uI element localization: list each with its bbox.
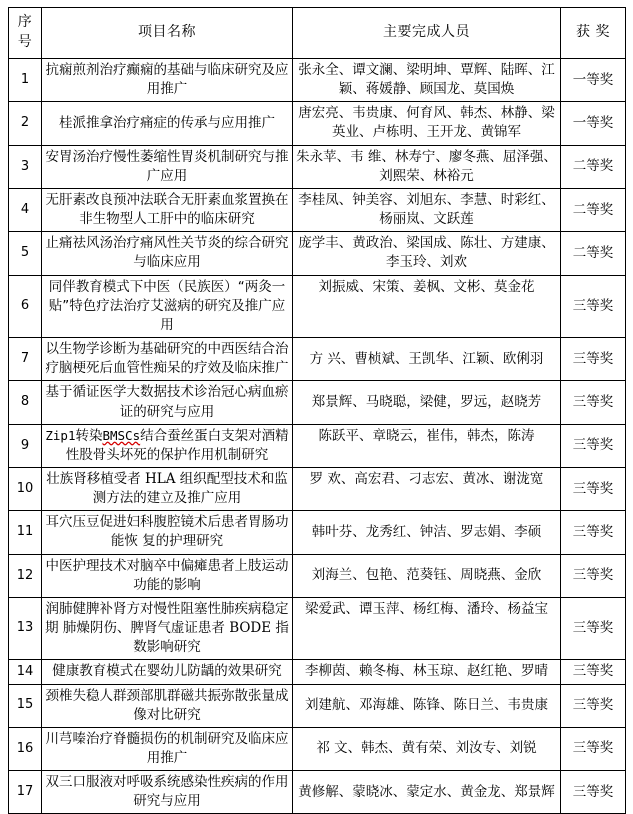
project-title-segment: 壮族肾移植受者 <box>46 470 145 487</box>
table-row <box>9 424 626 467</box>
project-title-cell: 同伴教育模式下中医（民族医）“两灸一贴”特色疗法治疗艾滋病的研究及推广应用 <box>42 275 293 337</box>
table-header-row <box>9 8 626 59</box>
table-row <box>9 467 626 510</box>
contributors-cell: 朱永苹、韦 维、林寿宁、廖冬燕、屈泽强、刘熙荣、林裕元 <box>293 145 561 188</box>
award-level-cell: 二等奖 <box>561 188 626 231</box>
project-title-segment: BODE <box>229 620 272 637</box>
table-row <box>9 381 626 424</box>
award-projects-table <box>8 7 626 814</box>
contributors-cell: 陈跃平、章晓云，崔伟，韩杰，陈涛 <box>293 424 561 467</box>
table-row <box>9 597 626 659</box>
project-title-cell: 桂派推拿治疗痛症的传承与应用推广 <box>42 102 293 145</box>
project-title-cell: 耳穴压豆促进妇科腹腔镜术后患者胃肠功能恢 复的护理研究 <box>42 511 293 554</box>
contributors-cell: 张永全、谭文澜、梁明坤、覃辉、陆晖、江颖、蒋媛静、顾国龙、莫国焕 <box>293 59 561 102</box>
project-title-cell: 颈椎失稳人群颈部肌群磁共振弥散张量成像对比研究 <box>42 684 293 727</box>
project-title-segment: BMSCs <box>102 427 141 443</box>
table-row <box>9 727 626 770</box>
project-title-segment: Zip1 <box>45 427 76 443</box>
award-level-cell: 三等奖 <box>561 275 626 337</box>
project-title-cell: 以生物学诊断为基础研究的中西医结合治疗脑梗死后血管性痴呆的疗效及临床推广 <box>42 338 293 381</box>
award-level-cell: 三等奖 <box>561 554 626 597</box>
award-level-cell: 三等奖 <box>561 467 626 510</box>
table-row <box>9 275 626 337</box>
column-header-index <box>9 8 42 59</box>
award-level-cell: 一等奖 <box>561 59 626 102</box>
award-level-cell: 二等奖 <box>561 145 626 188</box>
table-header <box>9 8 626 59</box>
row-index-cell: 10 <box>9 467 42 510</box>
column-header-people: 主要完成人员 <box>293 8 561 59</box>
project-title-segment: 组织配型技术和监测方法的建立及推广应用 <box>92 470 288 507</box>
project-title-segment: HLA <box>145 470 176 487</box>
award-level-cell: 三等奖 <box>561 424 626 467</box>
award-level-cell: 三等奖 <box>561 511 626 554</box>
contributors-cell: 李柳茵、赖冬梅、林玉琼、赵红艳、罗晴 <box>293 660 561 684</box>
row-index-cell: 12 <box>9 554 42 597</box>
row-index-cell: 16 <box>9 727 42 770</box>
table-row <box>9 660 626 684</box>
award-level-cell: 二等奖 <box>561 232 626 275</box>
project-title-cell: 无肝素改良预冲法联合无肝素血浆置换在非生物型人工肝中的临床研究 <box>42 188 293 231</box>
row-index-cell: 4 <box>9 188 42 231</box>
table-row <box>9 232 626 275</box>
table-row <box>9 102 626 145</box>
row-index-cell: 14 <box>9 660 42 684</box>
contributors-cell: 梁爱武、谭玉萍、杨红梅、潘玲、杨益宝 <box>293 597 561 659</box>
project-title-cell: 基于循证医学大数据技术诊治冠心病血瘀证的研究与应用 <box>42 381 293 424</box>
row-index-cell: 5 <box>9 232 42 275</box>
row-index-cell: 17 <box>9 771 42 814</box>
project-title-cell: 双三口服液对呼吸系统感染性疾病的作用研究与应用 <box>42 771 293 814</box>
award-level-cell: 三等奖 <box>561 684 626 727</box>
project-title-cell <box>42 467 293 510</box>
table-row <box>9 511 626 554</box>
project-title-cell <box>42 424 293 467</box>
project-title-cell: 中医护理技术对脑卒中偏瘫患者上肢运动功能的影响 <box>42 554 293 597</box>
row-index-cell: 3 <box>9 145 42 188</box>
table-row <box>9 188 626 231</box>
contributors-cell: 祁 文、韩杰、黄有荣、刘汝专、刘锐 <box>293 727 561 770</box>
project-title-segment: 润肺健脾补肾方对慢性阻塞性肺疾病稳定期 肺燥阴伤、脾肾气虚证患者 <box>45 600 289 637</box>
row-index-cell: 8 <box>9 381 42 424</box>
project-title-segment: 指数影响研究 <box>133 620 289 656</box>
contributors-cell: 唐宏亮、韦贵康、何育风、韩杰、林静、梁英业、卢栋明、王开龙、黄锦军 <box>293 102 561 145</box>
project-title-segment: 结合蚕丝蛋白支架对酒精性股骨头坏死的保护作用机制研究 <box>65 427 289 463</box>
award-level-cell: 三等奖 <box>561 597 626 659</box>
row-index-cell: 15 <box>9 684 42 727</box>
contributors-cell: 李桂凤、钟美容、刘旭东、李慧、时彩红、杨丽岚、文跃莲 <box>293 188 561 231</box>
contributors-cell: 刘振威、宋策、姜枫、文彬、莫金花 <box>293 275 561 337</box>
project-title-cell: 止痛祛风汤治疗痛风性关节炎的综合研究与临床应用 <box>42 232 293 275</box>
row-index-cell: 2 <box>9 102 42 145</box>
table-row <box>9 338 626 381</box>
contributors-cell: 郑景辉、马晓聪，梁健，罗远，赵晓芳 <box>293 381 561 424</box>
column-header-title: 项目名称 <box>42 8 293 59</box>
contributors-cell: 韩叶芬、龙秀红、钟洁、罗志娟、李硕 <box>293 511 561 554</box>
project-title-cell: 健康教育模式在婴幼儿防龋的效果研究 <box>42 660 293 684</box>
row-index-cell: 6 <box>9 275 42 337</box>
award-level-cell: 三等奖 <box>561 771 626 814</box>
award-level-cell: 三等奖 <box>561 338 626 381</box>
table-row <box>9 59 626 102</box>
award-level-cell: 三等奖 <box>561 660 626 684</box>
project-title-cell <box>42 597 293 659</box>
contributors-cell: 方 兴、曹桢斌、王凯华、江颖、欧俐羽 <box>293 338 561 381</box>
project-title-cell: 抗痫煎剂治疗癫痫的基础与临床研究及应用推广 <box>42 59 293 102</box>
contributors-cell: 刘海兰、包艳、范葵钰、周晓燕、金欣 <box>293 554 561 597</box>
award-level-cell: 三等奖 <box>561 727 626 770</box>
row-index-cell: 7 <box>9 338 42 381</box>
contributors-cell: 庞学丰、黄政治、梁国成、陈壮、方建康、李玉玲、刘欢 <box>293 232 561 275</box>
row-index-cell: 9 <box>9 424 42 467</box>
award-level-cell: 三等奖 <box>561 381 626 424</box>
project-title-segment: 转染 <box>75 427 103 444</box>
contributors-cell: 罗 欢、高宏君、刁志宏、黄冰、谢泷宽 <box>293 467 561 510</box>
contributors-cell: 黄修解、蒙晓冰、蒙定水、黄金龙、郑景辉 <box>293 771 561 814</box>
table-row <box>9 145 626 188</box>
column-header-award: 获 奖 <box>561 8 626 59</box>
column-header-index-line2: 号 <box>17 34 33 50</box>
award-level-cell: 一等奖 <box>561 102 626 145</box>
table-body <box>9 59 626 814</box>
table-row <box>9 554 626 597</box>
project-title-cell: 安胃汤治疗慢性萎缩性胃炎机制研究与推广应用 <box>42 145 293 188</box>
table-row <box>9 684 626 727</box>
contributors-cell: 刘建航、邓海雄、陈锋、陈日兰、韦贵康 <box>293 684 561 727</box>
row-index-cell: 11 <box>9 511 42 554</box>
row-index-cell: 13 <box>9 597 42 659</box>
project-title-cell: 川芎嗪治疗脊髓损伤的机制研究及临床应用推广 <box>42 727 293 770</box>
row-index-cell: 1 <box>9 59 42 102</box>
column-header-index-line1: 序 <box>17 14 33 31</box>
table-row <box>9 771 626 814</box>
